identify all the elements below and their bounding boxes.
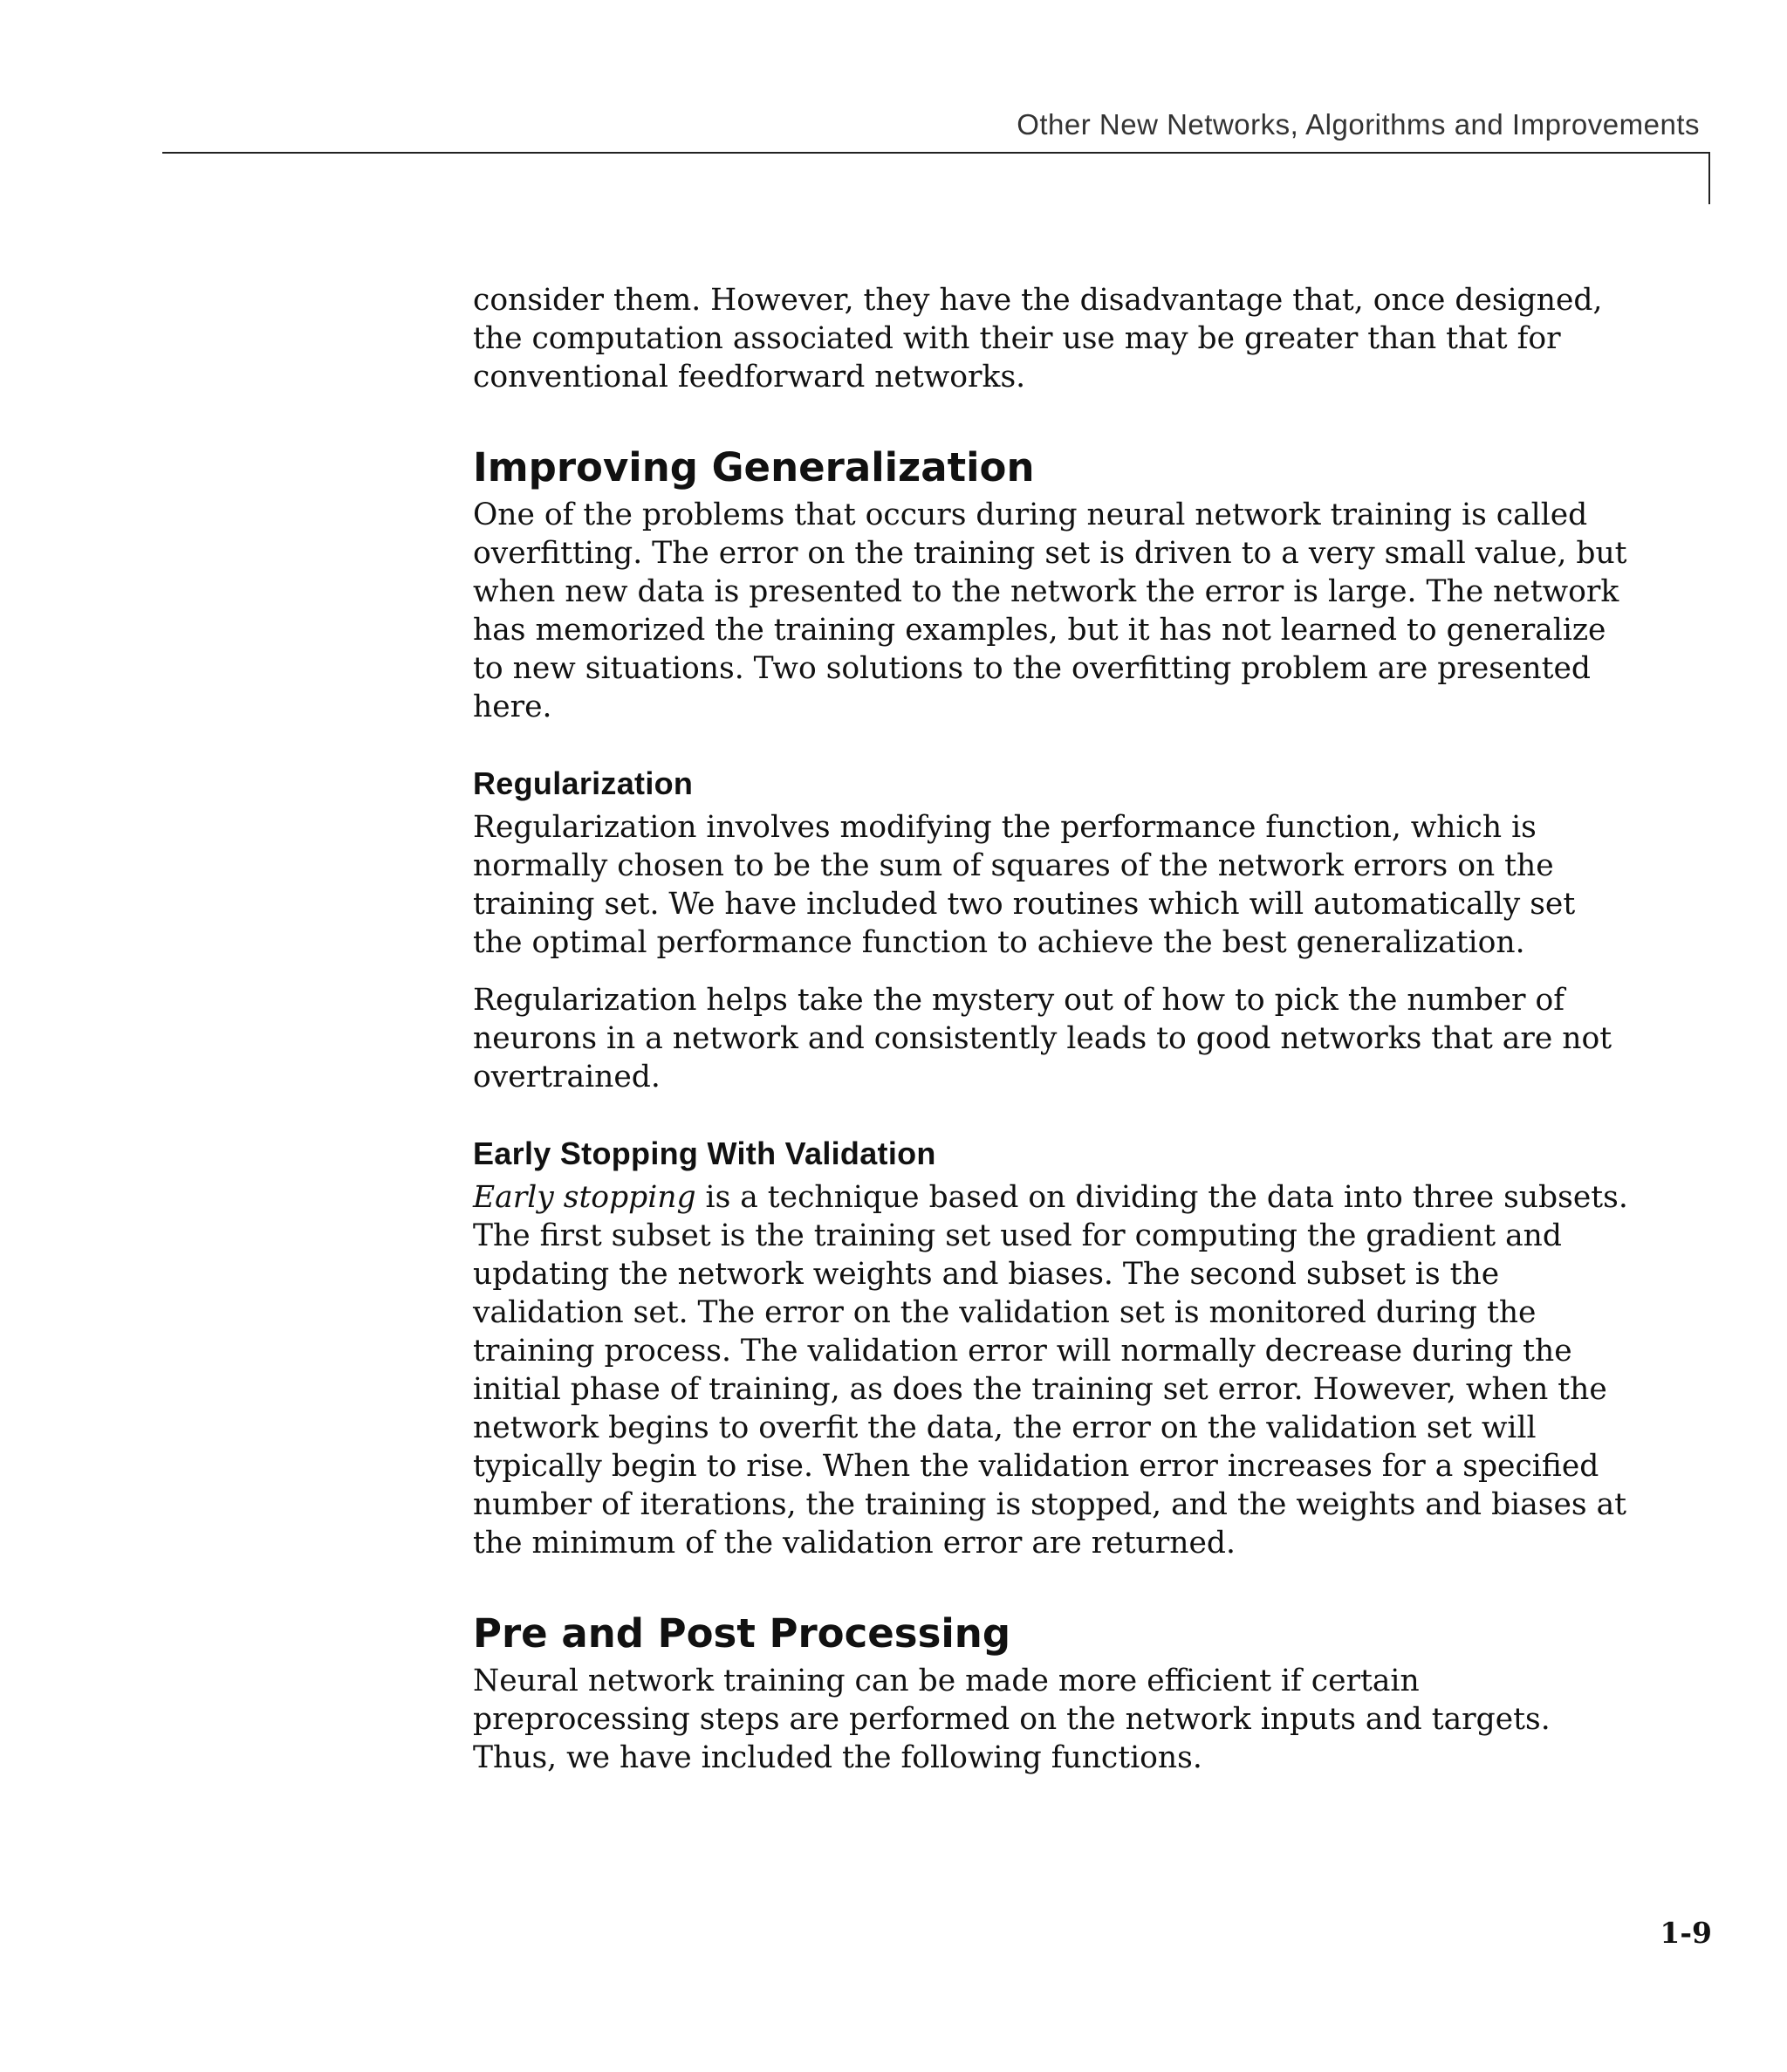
intro-paragraph: consider them. However, they have the disadvantage that, once designed, the computation associated with their use may be greater than that for conventional feedforward networks.	[473, 283, 1603, 395]
header-corner-tick	[1708, 152, 1710, 204]
section-heading-improving-generalization: Improving Generalization	[473, 444, 1035, 491]
regularization-paragraph-2: Regularization helps take the mystery out of how to pick the number of neurons in a network and consistently leads to good networks that are not overtrained.	[473, 983, 1612, 1094]
regularization-paragraph-1: Regularization involves modifying the performance function, which is normally chosen to be the sum of squares of the network errors on the training set. We have included two routines which will automatically set the optimal performance function to achieve the best generalization.	[473, 810, 1576, 960]
early-stopping-term: Early stopping	[473, 1180, 696, 1215]
pre-post-processing-paragraph: Neural network training can be made more efficient if certain preprocessing steps are performed on the network inputs and targets. Thus, we have included the following functions.	[473, 1664, 1551, 1775]
early-stopping-text: is a technique based on dividing the data into three subsets. The first subset is the training set used for computing the gradient and updating the network weights and biases. The second subset is the validation set. The error on the validation set is monitored during the training process. The validation error will normally decrease during the initial phase of training, as does the training set error. However, when the network begins to overfit the data, the error on the validation set will typically begin to rise. When the validation error increases for a specified number of iterations, the training is stopped, and the weights and biases at the minimum of the validation error are returned.	[473, 1180, 1628, 1561]
subsection-heading-early-stopping: Early Stopping With Validation	[473, 1135, 936, 1171]
running-header: Other New Networks, Algorithms and Improvements	[1017, 108, 1700, 141]
section-heading-pre-post-processing: Pre and Post Processing	[473, 1610, 1011, 1657]
early-stopping-paragraph	[473, 1178, 1629, 1562]
header-rule	[162, 152, 1710, 154]
page-number: 1-9	[1660, 1916, 1712, 1950]
subsection-heading-regularization: Regularization	[473, 765, 694, 801]
improving-generalization-paragraph: One of the problems that occurs during neural network training is called overfitting. The error on the training set is driven to a very small value, but when new data is presented to the network the error is large. The network has memorized the training examples, but it has not learned to generalize to new situations. Two solutions to the overfitting problem are presented here.	[473, 497, 1627, 724]
page-content	[473, 281, 1629, 1796]
